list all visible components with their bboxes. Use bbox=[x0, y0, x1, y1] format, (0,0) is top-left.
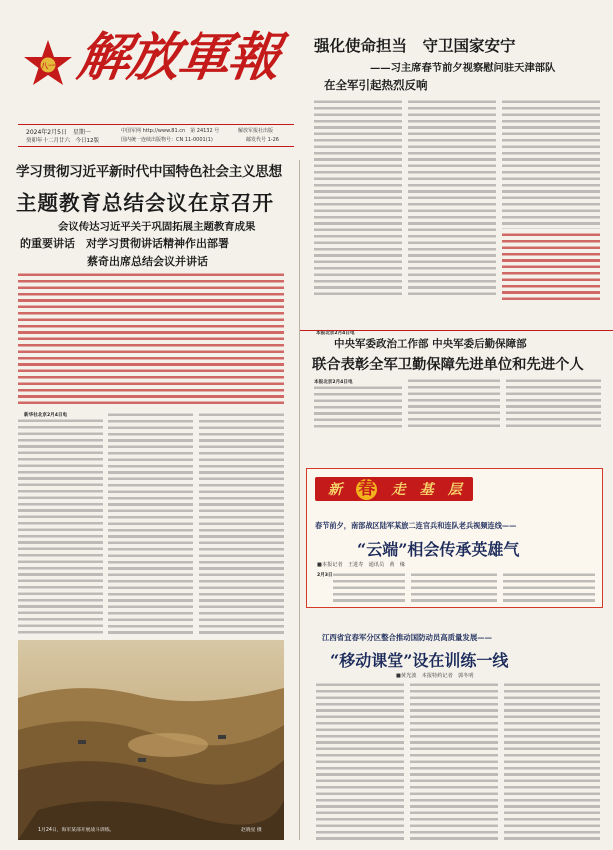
feature-dateline: 2月3日 bbox=[317, 573, 333, 578]
main-dateline: 新华社北京2月4日电 bbox=[24, 413, 68, 418]
banner-char-1: 新 bbox=[328, 482, 343, 498]
main-body-col-3 bbox=[199, 412, 284, 636]
banner-char-2: 春 bbox=[358, 478, 376, 499]
lead-body-col-3 bbox=[502, 99, 600, 229]
feature-box bbox=[306, 468, 603, 608]
lead-subtitle-2: 在全军引起热烈反响 bbox=[324, 78, 428, 92]
second-kicker: 江西省宜春军分区整合推动国防动员高质量发展—— bbox=[322, 633, 492, 642]
lead-story bbox=[300, 0, 613, 310]
lunar-date: 癸卯年十二月廿六 今日12版 bbox=[26, 138, 99, 144]
notice-col-3 bbox=[506, 378, 601, 431]
banner-char-3: 走 bbox=[391, 482, 406, 498]
main-body-col-2 bbox=[108, 412, 193, 636]
photo-caption: 1月24日，海军某部开展战斗训练。 bbox=[38, 828, 115, 833]
second-byline: ■黄光波 本报特约记者 郭冬明 bbox=[396, 673, 474, 679]
lead-body-highlight bbox=[502, 232, 600, 302]
main-summary bbox=[18, 272, 284, 406]
main-headline-1: 学习贯彻习近平新时代中国特色社会主义思想 bbox=[16, 164, 282, 180]
main-headline-2: 主题教育总结会议在京召开 bbox=[16, 191, 274, 215]
side-dateline: 本报北京2月4日电 bbox=[316, 331, 355, 336]
main-deck-2: 的重要讲话 对学习贯彻讲话精神作出部署 bbox=[20, 237, 229, 250]
notice-story bbox=[300, 330, 613, 460]
publisher: 解放军报社出版 bbox=[238, 128, 274, 134]
main-body-col-1 bbox=[18, 418, 103, 634]
notice-rule bbox=[300, 330, 613, 331]
photo-credit: 赵晓星 摄 bbox=[241, 828, 262, 833]
second-col-2 bbox=[410, 682, 498, 842]
banner-char-4: 基 bbox=[419, 482, 434, 498]
issue-date: 2024年2月5日 星期一 bbox=[26, 129, 91, 136]
second-col-3 bbox=[504, 682, 600, 842]
website-line: 中国军网 http://www.81.cn 第 24132 号 bbox=[121, 128, 220, 134]
lead-subtitle-1: ——习主席春节前夕视察慰问驻天津部队 bbox=[370, 62, 556, 74]
main-deck-1: 会议传达习近平关于巩固拓展主题教育成果 bbox=[58, 221, 256, 233]
feature-col-1 bbox=[333, 572, 405, 604]
news-photo bbox=[18, 640, 284, 840]
star-emblem-icon bbox=[22, 38, 74, 90]
newspaper-title: 解放軍報 bbox=[73, 27, 283, 88]
lead-headline: 强化使命担当 守卫国家安宁 bbox=[314, 36, 516, 55]
postal-code: 邮发代号 1-26 bbox=[246, 137, 279, 143]
column-divider bbox=[299, 160, 300, 840]
landscape-photo bbox=[18, 640, 284, 840]
main-deck-3: 蔡奇出席总结会议并讲话 bbox=[87, 255, 208, 268]
notice-headline: 联合表彰全军卫勤保障先进单位和先进个人 bbox=[312, 357, 584, 373]
feature-byline: ■本报记者 王进寿 通讯员 黄 缘 bbox=[317, 562, 405, 568]
masthead-rule-bottom bbox=[18, 146, 294, 147]
notice-kicker: 中央军委政治工作部 中央军委后勤保障部 bbox=[334, 338, 527, 350]
feature-col-2 bbox=[411, 572, 497, 604]
second-feature bbox=[300, 612, 613, 850]
notice-dateline: 本报北京2月4日电 bbox=[314, 380, 353, 385]
feature-headline: “云端”相会传承英雄气 bbox=[357, 540, 520, 559]
notice-col-2 bbox=[408, 378, 500, 431]
lead-body-col-1 bbox=[314, 99, 402, 297]
notice-col-1 bbox=[314, 385, 402, 431]
cn-number: 国内统一连续出版物号：CN 11-0001(1) bbox=[121, 137, 213, 143]
second-col-1 bbox=[316, 682, 404, 842]
feature-col-3 bbox=[503, 572, 595, 604]
feature-banner-text bbox=[321, 478, 469, 500]
svg-text:八一: 八一 bbox=[41, 62, 55, 70]
lead-body-col-2 bbox=[408, 99, 496, 297]
feature-lead-in: 春节前夕，南部战区陆军某旅二连官兵和连队老兵视频连线—— bbox=[315, 521, 517, 530]
banner-char-5: 层 bbox=[447, 482, 462, 498]
second-headline: “移动课堂”设在训练一线 bbox=[330, 651, 509, 670]
masthead-rule bbox=[18, 124, 294, 125]
